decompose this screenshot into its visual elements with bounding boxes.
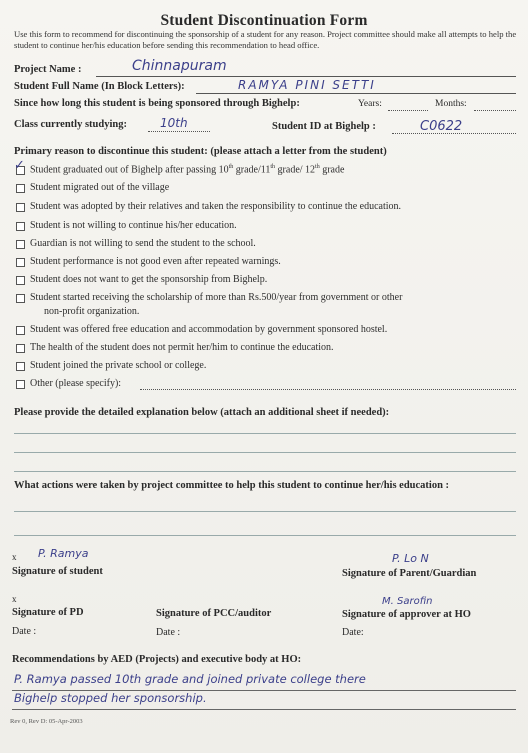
class-line	[148, 131, 210, 132]
reason-no-sponsorship-label: Student does not want to get the sponsorship from Bighelp.	[30, 274, 268, 285]
class-label: Class currently studying:	[14, 119, 127, 130]
reason-graduated-label: Student graduated out of Bighelp after passing 10th grade/11th grade/ 12th grade	[30, 164, 345, 176]
reason-adopted-checkbox[interactable]	[16, 203, 25, 212]
reason-not-willing-label: Student is not willing to continue his/her education.	[30, 220, 237, 231]
student-id-label: Student ID at Bighelp :	[272, 121, 376, 132]
reason-hostel-label: Student was offered free education and accommodation by government sponsored hostel.	[30, 324, 388, 335]
reason-scholarship-checkbox[interactable]	[16, 294, 25, 303]
reason-no-sponsorship-checkbox[interactable]	[16, 276, 25, 285]
student-sig-x: x	[12, 552, 17, 562]
student-name-label: Student Full Name (In Block Letters):	[14, 81, 185, 92]
form-title: Student Discontinuation Form	[160, 12, 368, 29]
reason-scholarship-label: Student started receiving the scholarship of more than Rs.500/year from government or other	[30, 292, 403, 303]
approver-signature-label: Signature of approver at HO	[342, 609, 471, 620]
reason-guardian-label: Guardian is not willing to send the student to the school.	[30, 238, 256, 249]
reason-performance-label: Student performance is not good even after repeated warnings.	[30, 256, 281, 267]
reason-other-label: Other (please specify):	[30, 378, 122, 389]
sponsored-label: Since how long this student is being sponsored through Bighelp:	[14, 98, 300, 109]
pcc-signature-label: Signature of PCC/auditor	[156, 608, 272, 619]
pd-signature-label: Signature of PD	[12, 607, 84, 618]
pd-sig-x: x	[12, 594, 17, 604]
reason-migrated-checkbox[interactable]	[16, 184, 25, 193]
project-name-line	[96, 76, 516, 77]
reason-health-label: The health of the student does not permit her/him to continue the education.	[30, 342, 334, 353]
reason-migrated-label: Student migrated out of the village	[30, 182, 170, 193]
student-id-value[interactable]: C0622	[420, 119, 463, 134]
approver-signature[interactable]: M. Sarofin	[382, 596, 433, 607]
class-value[interactable]: 10th	[160, 116, 188, 130]
checkmark-icon: ✓	[14, 157, 25, 172]
approver-date-label: Date:	[342, 627, 364, 638]
reason-not-willing-checkbox[interactable]	[16, 222, 25, 231]
explanation-line-1[interactable]	[14, 433, 516, 434]
reason-other-checkbox[interactable]	[16, 380, 25, 389]
form-instructions: Use this form to recommend for discontinuing the sponsorship of a student for any reason. Project committee should make all attempts to help the student to continue her/his education before sending this recommendation to head office.	[14, 29, 517, 50]
reasons-heading: Primary reason to discontinue this student: (please attach a letter from the student)	[14, 146, 387, 157]
pcc-date-label: Date :	[156, 627, 181, 638]
recommendation-text-line-2[interactable]: Bighelp stopped her sponsorship.	[14, 691, 207, 705]
reason-health-checkbox[interactable]	[16, 344, 25, 353]
reason-adopted-label: Student was adopted by their relatives and taken the responsibility to continue the education.	[30, 201, 402, 212]
project-name-value[interactable]: Chinnapuram	[132, 58, 227, 74]
actions-heading: What actions were taken by project committee to help this student to continue her/his education :	[14, 480, 450, 491]
pd-date-label: Date :	[12, 626, 37, 637]
parent-signature[interactable]: P. Lo N	[392, 552, 429, 565]
months-field[interactable]	[474, 110, 516, 111]
student-name-value[interactable]: RAMYA PINI SETTI	[238, 78, 376, 92]
recommendation-text-line-1[interactable]: P. Ramya passed 10th grade and joined private college there	[14, 672, 366, 686]
project-name-label: Project Name :	[14, 64, 82, 75]
months-label: Months:	[435, 99, 467, 109]
reason-guardian-checkbox[interactable]	[16, 240, 25, 249]
parent-signature-label: Signature of Parent/Guardian	[342, 568, 477, 579]
explanation-line-3[interactable]	[14, 471, 516, 472]
reason-private-school-label: Student joined the private school or college.	[30, 360, 207, 371]
student-signature-label: Signature of student	[12, 566, 103, 577]
actions-line-2[interactable]	[14, 535, 516, 536]
reason-hostel-checkbox[interactable]	[16, 326, 25, 335]
explanation-line-2[interactable]	[14, 452, 516, 453]
actions-line-1[interactable]	[14, 511, 516, 512]
recommendations-heading: Recommendations by AED (Projects) and executive body at HO:	[12, 654, 302, 665]
recommendation-line-2	[12, 709, 516, 710]
revision-footer: Rev 0, Rev D: 05-Apr-2003	[10, 718, 83, 725]
student-name-line	[196, 93, 516, 94]
reason-scholarship-continued: non-profit organization.	[44, 306, 140, 317]
years-label: Years:	[358, 99, 382, 109]
reason-other-field[interactable]	[140, 389, 516, 390]
reason-private-school-checkbox[interactable]	[16, 362, 25, 371]
reason-performance-checkbox[interactable]	[16, 258, 25, 267]
years-field[interactable]	[388, 110, 428, 111]
explanation-heading: Please provide the detailed explanation below (attach an additional sheet if needed):	[14, 407, 390, 418]
student-signature[interactable]: P. Ramya	[38, 547, 89, 560]
